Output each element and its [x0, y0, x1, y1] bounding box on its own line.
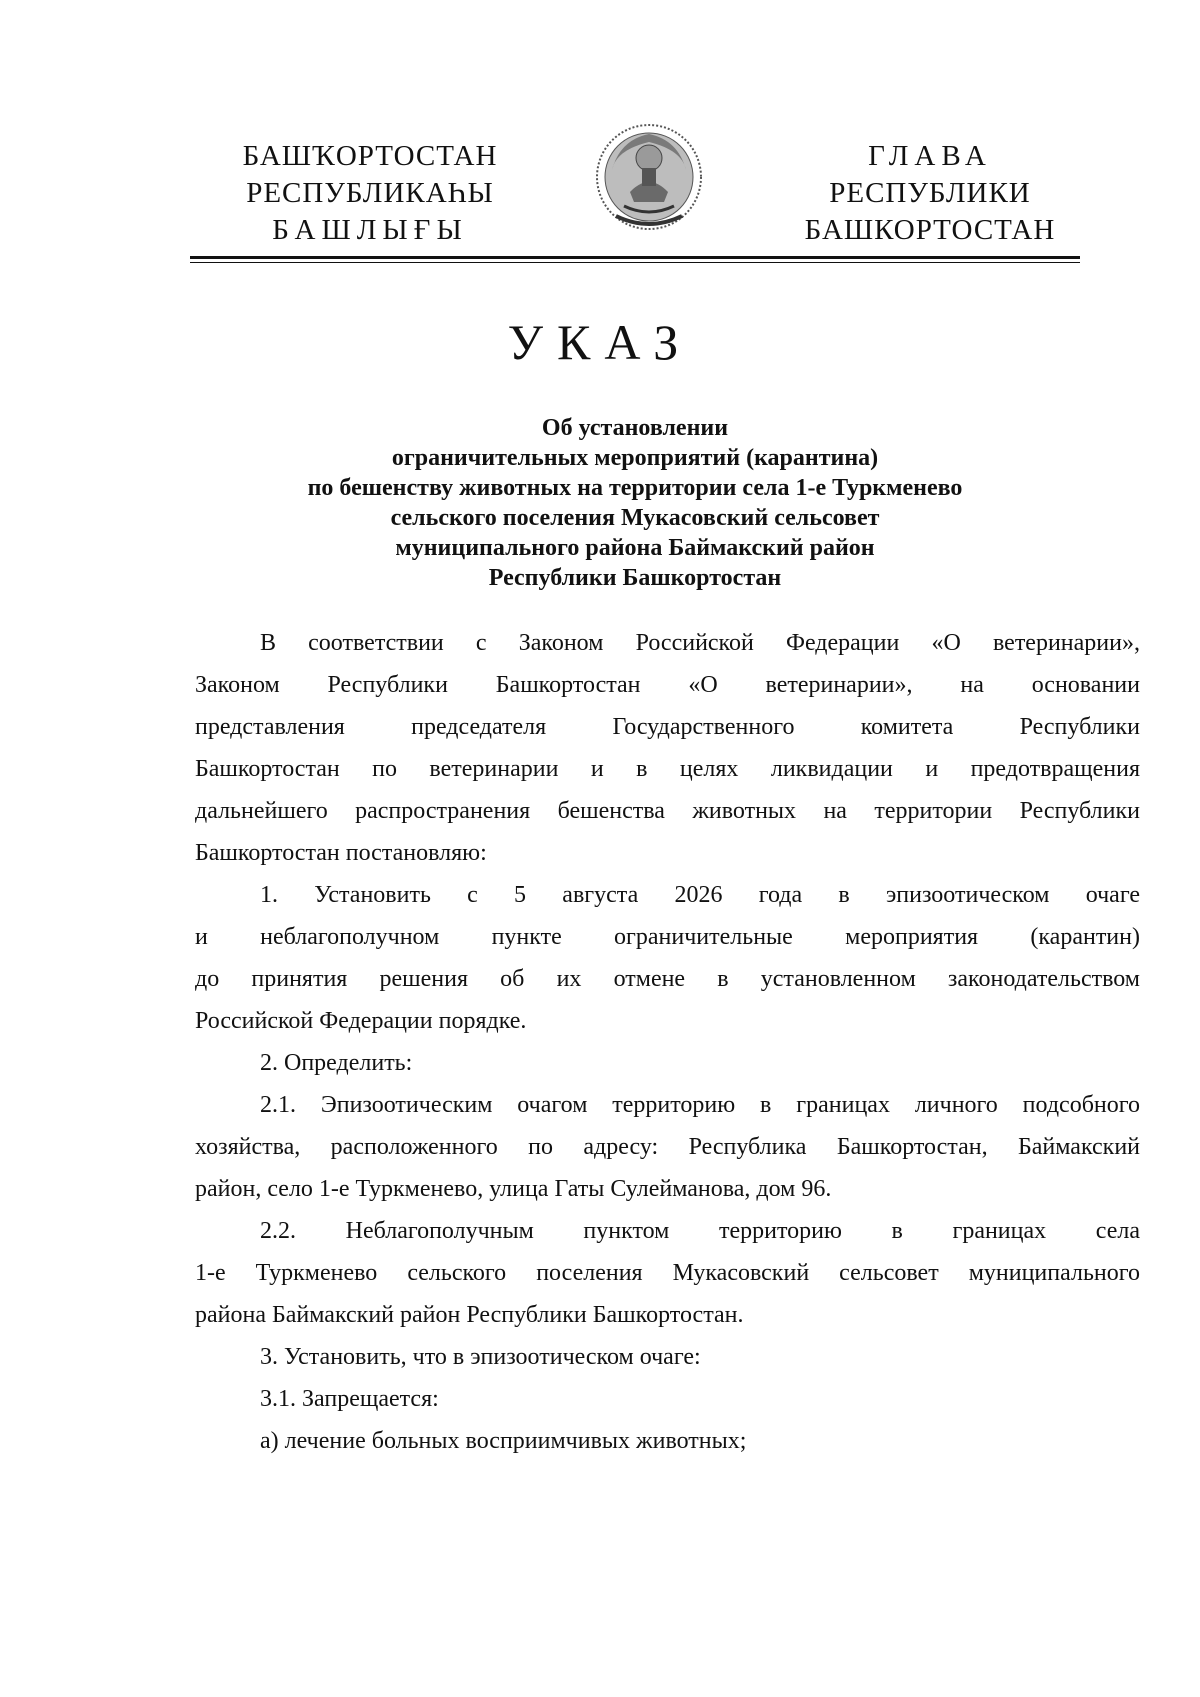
paragraph-2-1 [195, 1084, 1140, 1210]
decree-subject [240, 413, 1030, 593]
body-line: до принятия решения об их отмене в установленном законодательством [195, 966, 1140, 992]
decree-body [195, 622, 1140, 1462]
letterhead-right-line-1: ГЛАВА [868, 140, 992, 172]
body-line: Башкортостан постановляю: [195, 840, 487, 866]
body-line: представления председателя Государственного комитета Республики [195, 714, 1140, 740]
letterhead-bashkir [190, 138, 550, 249]
body-line: дальнейшего распространения бешенства животных на территории Республики [195, 798, 1140, 824]
letterhead-right-line-2: РЕСПУБЛИКИ [829, 177, 1031, 209]
paragraph-1 [195, 874, 1140, 1042]
body-line: а) лечение больных восприимчивых животных; [260, 1428, 747, 1454]
body-line: 3.1. Запрещается: [260, 1386, 439, 1412]
body-line: В соответствии с Законом Российской Федерации «О ветеринарии», [260, 630, 1140, 656]
paragraph-3 [195, 1336, 1140, 1378]
body-line: и неблагополучном пункте ограничительные мероприятия (карантин) [195, 924, 1140, 950]
letterhead-left-line-2: РЕСПУБЛИКАҺЫ [246, 177, 494, 209]
body-line: 1. Установить с 5 августа 2026 года в эпизоотическом очаге [260, 882, 1140, 908]
subject-line: сельского поселения Мукасовский сельсовет [390, 505, 880, 531]
body-line: район, село 1-е Туркменево, улица Гаты Сулейманова, дом 96. [195, 1176, 832, 1202]
body-line: Законом Республики Башкортостан «О ветеринарии», на основании [195, 672, 1140, 698]
body-line: Российской Федерации порядке. [195, 1008, 527, 1034]
body-line: 1-е Туркменево сельского поселения Мукасовский сельсовет муниципального [195, 1260, 1140, 1286]
letterhead-left-line-1: БАШҠОРТОСТАН [242, 140, 498, 172]
letterhead-left-line-3: БАШЛЫҒЫ [272, 214, 468, 246]
preamble-paragraph [195, 622, 1140, 874]
header-rule-thick [190, 256, 1080, 259]
letterhead [190, 138, 1080, 258]
paragraph-2 [195, 1042, 1140, 1084]
body-line: района Баймакский район Республики Башкортостан. [195, 1302, 744, 1328]
subject-line: по бешенству животных на территории села 1-е Туркменево [307, 475, 963, 501]
header-rule-thin [190, 262, 1080, 263]
body-line: 3. Установить, что в эпизоотическом очаге: [260, 1344, 701, 1370]
paragraph-2-2 [195, 1210, 1140, 1336]
subject-line: муниципального района Баймакский район [395, 535, 875, 561]
body-line: 2.1. Эпизоотическим очагом территорию в границах личного подсобного [260, 1092, 1140, 1118]
body-line: Башкортостан по ветеринарии и в целях ликвидации и предотвращения [195, 756, 1140, 782]
coat-of-arms-icon [590, 120, 708, 238]
document-type-title: УКАЗ [507, 314, 693, 370]
letterhead-right-line-3: БАШКОРТОСТАН [804, 214, 1056, 246]
subject-line: ограничительных мероприятий (карантина) [391, 445, 879, 471]
paragraph-3-1 [195, 1378, 1140, 1420]
body-line: 2.2. Неблагополучным пунктом территорию в границах села [260, 1218, 1140, 1244]
paragraph-a [195, 1420, 1140, 1462]
subject-line: Республики Башкортостан [488, 565, 782, 591]
subject-line: Об установлении [541, 415, 729, 441]
letterhead-russian [780, 138, 1080, 249]
body-line: хозяйства, расположенного по адресу: Республика Башкортостан, Баймакский [195, 1134, 1140, 1160]
body-line: 2. Определить: [260, 1050, 413, 1076]
